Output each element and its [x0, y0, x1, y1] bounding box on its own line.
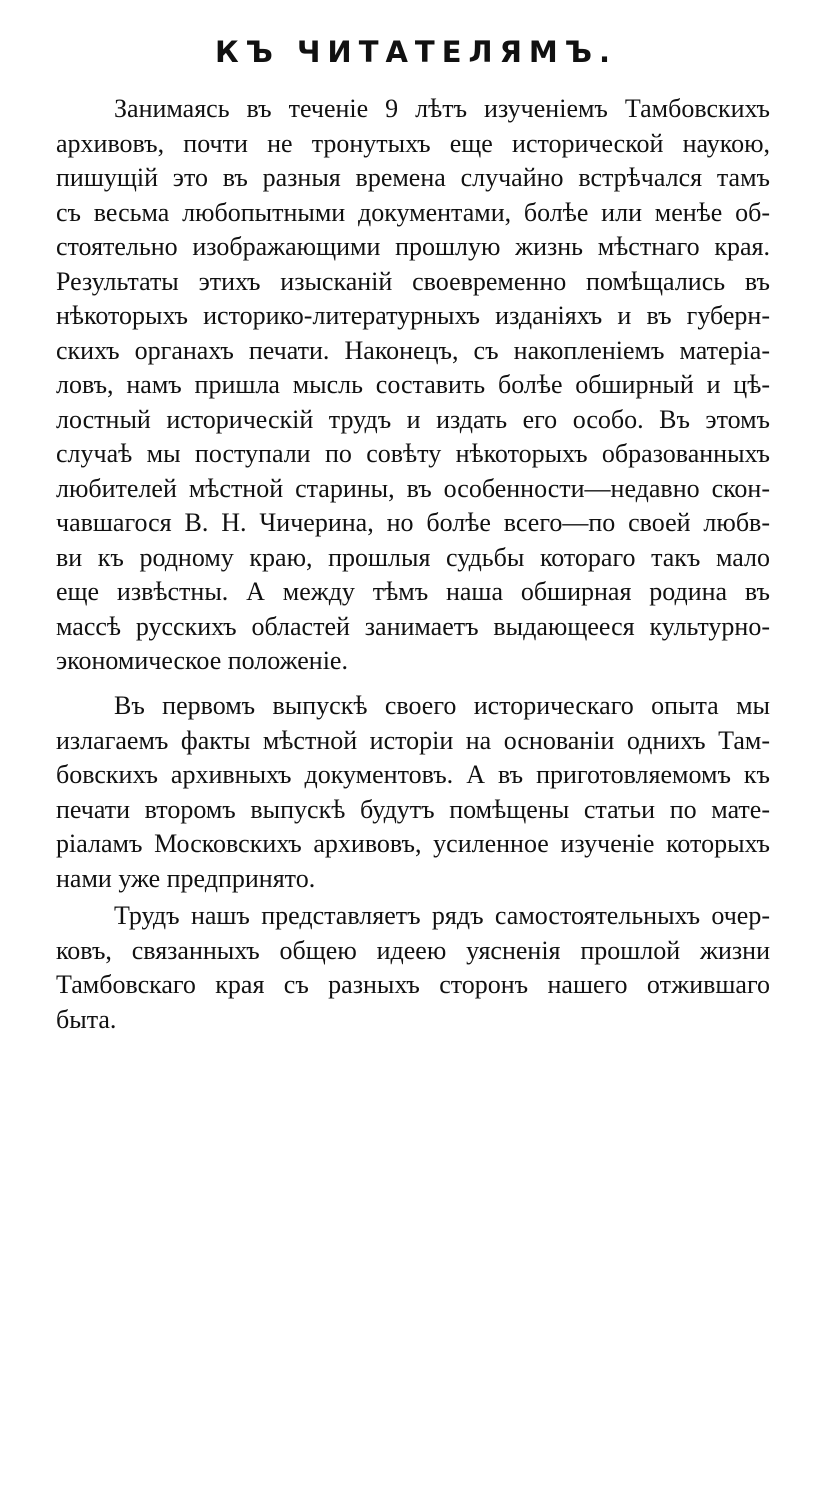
text-line: бовскихъ архивныхъ документовъ. А въ приготовляемомъ къ	[56, 760, 770, 789]
text-line: Результаты этихъ изысканій своевременно помѣщались въ	[56, 266, 770, 296]
paragraph-3	[56, 899, 770, 1037]
text-line: еще извѣстны. А между тѣмъ наша обширная родина въ	[56, 577, 770, 606]
text-line: нѣкоторыхъ историко-литературныхъ изданіяхъ и въ губерн-	[56, 301, 770, 330]
text-line: ріаламъ Московскихъ архивовъ, усиленное изученіе которыхъ	[56, 829, 770, 858]
text-line: любителей мѣстной старины, въ особенности—недавно скон-	[56, 473, 770, 503]
text-line: стоятельно изображающими прошлую жизнь мѣстнаго края.	[56, 232, 770, 261]
text-line: скихъ органахъ печати. Наконецъ, съ накопленіемъ матеріа-	[56, 335, 770, 365]
text-line: лостный историческій трудъ и издать его особо. Въ этомъ	[56, 404, 770, 434]
text-line: нами уже предпринято.	[56, 863, 316, 893]
text-line: массѣ русскихъ областей занимаетъ выдающееся культурно-	[56, 611, 770, 641]
text-line: ви къ родному краю, прошлыя судьбы котораго такъ мало	[56, 542, 770, 572]
text-line: Тамбовскаго края съ разныхъ сторонъ нашего отжившаго	[56, 970, 770, 999]
text-line: Въ первомъ выпускѣ своего историческаго опыта мы	[114, 691, 770, 720]
text-line: чавшагося В. Н. Чичерина, но болѣе всего—по своей любв-	[56, 508, 770, 537]
text-line: ковъ, связанныхъ общею идеею уясненія прошлой жизни	[56, 935, 770, 965]
text-line: Трудъ нашъ представляетъ рядъ самостоятельныхъ очер-	[114, 901, 770, 930]
text-line: случаѣ мы поступали по совѣту нѣкоторыхъ образованныхъ	[56, 439, 770, 468]
text-line: Занимаясь въ теченіе 9 лѣтъ изученіемъ Тамбовскихъ	[114, 94, 770, 123]
text-line: архивовъ, почти не тронутыхъ еще исторической наукою,	[56, 128, 770, 158]
text-line: пишущій это въ разныя времена случайно встрѣчался тамъ	[56, 163, 770, 192]
text-line: быта.	[56, 1004, 117, 1034]
page-title: КЪ ЧИТАТЕЛЯМЪ.	[214, 35, 618, 69]
text-line: ловъ, намъ пришла мысль составить болѣе обширный и цѣ-	[56, 370, 770, 399]
paragraph-1	[56, 92, 770, 679]
text-line: съ весьма любопытными документами, болѣе или менѣе об-	[56, 197, 770, 227]
text-line: экономическое положеніе.	[56, 646, 348, 675]
paragraph-2	[56, 689, 770, 896]
text-line: излагаемъ факты мѣстной исторіи на основаніи однихъ Там-	[56, 725, 770, 755]
text-line: печати второмъ выпускѣ будутъ помѣщены статьи по мате-	[56, 794, 770, 824]
